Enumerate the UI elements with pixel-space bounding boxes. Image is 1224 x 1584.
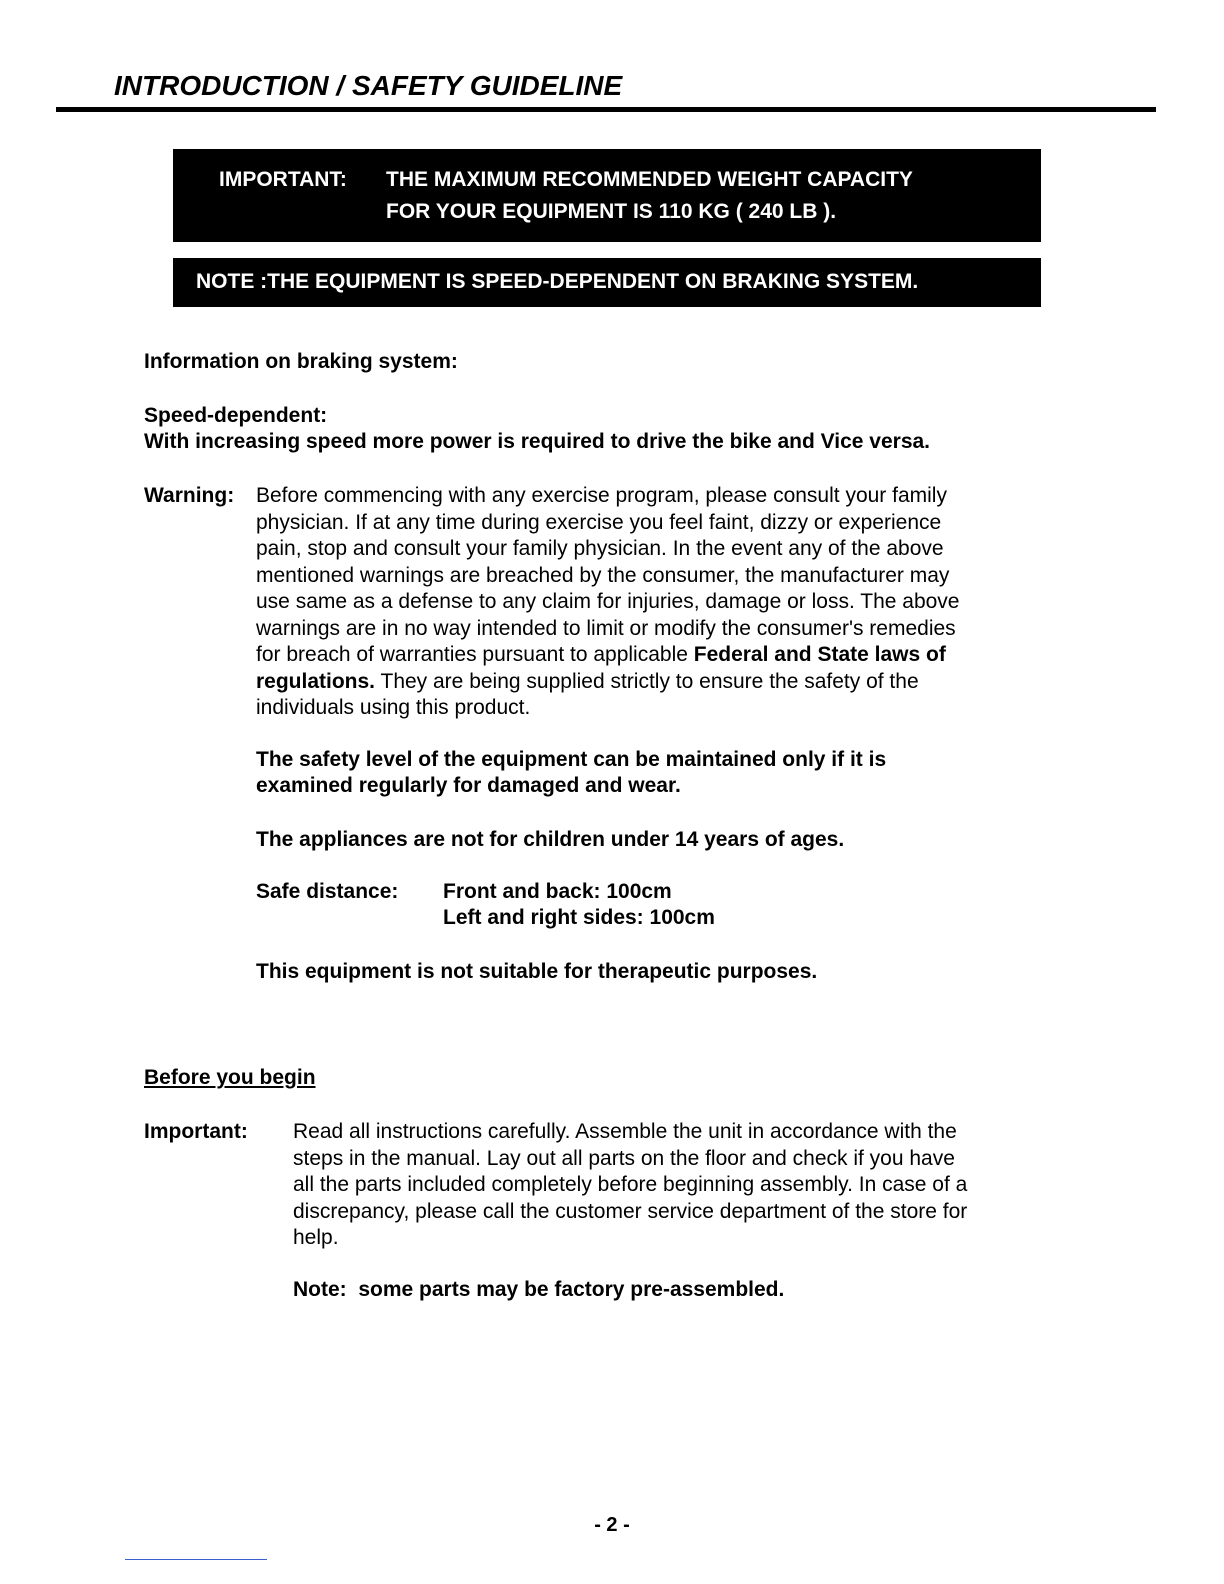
title-rule <box>56 107 1156 112</box>
braking-heading: Information on braking system: <box>144 350 458 373</box>
laws-emphasis: Federal and State laws of <box>693 643 946 666</box>
warning-line: individuals using this product. <box>256 696 531 719</box>
instruction-line: Read all instructions carefully. Assemble the unit in accordance with the <box>293 1120 957 1143</box>
page-number: - 2 - <box>594 1514 630 1536</box>
important-label-2: Important: <box>144 1120 248 1143</box>
therapeutic-notice: This equipment is not suitable for therapeutic purposes. <box>256 960 818 983</box>
warning-line: pain, stop and consult your family physician. In the event any of the above <box>256 537 944 560</box>
regulations-emphasis: regulations. <box>256 669 376 693</box>
warning-line-text: They are being supplied strictly to ensure the safety of the <box>375 669 919 693</box>
safe-distance-sides: Left and right sides: 100cm <box>443 906 715 929</box>
warning-line: physician. If at any time during exercise you feel faint, dizzy or experience <box>256 510 942 534</box>
note-box <box>173 258 1041 307</box>
warning-text <box>256 483 960 722</box>
pre-assembled-note: Note: some parts may be factory pre-assembled. <box>293 1278 785 1301</box>
warning-line: use same as a defense to any claim for injuries, damage or loss. The above <box>256 590 960 613</box>
instruction-line: steps in the manual. Lay out all parts on the floor and check if you have <box>293 1146 955 1170</box>
warning-line: Before commencing with any exercise program, please consult your family <box>256 484 947 507</box>
warning-label: Warning: <box>144 484 235 507</box>
footer-rule <box>125 1559 267 1560</box>
important-label: IMPORTANT: <box>219 168 347 191</box>
weight-capacity-line-2: FOR YOUR EQUIPMENT IS 110 KG ( 240 LB ). <box>386 200 837 223</box>
instruction-line: help. <box>293 1226 339 1249</box>
children-notice: The appliances are not for children under 14 years of ages. <box>256 828 845 851</box>
important-box <box>173 149 1041 242</box>
safety-level-line-1: The safety level of the equipment can be maintained only if it is <box>256 748 887 771</box>
speed-dependent-description: With increasing speed more power is required to drive the bike and Vice versa. <box>144 430 931 453</box>
warning-line <box>256 642 960 669</box>
warning-line: warnings are in no way intended to limit or modify the consumer's remedies <box>256 616 956 640</box>
page-title: INTRODUCTION / SAFETY GUIDELINE <box>114 70 623 101</box>
instruction-line: discrepancy, please call the customer service department of the store for <box>293 1199 968 1223</box>
instruction-line: all the parts included completely before beginning assembly. In case of a <box>293 1173 968 1196</box>
warning-line: mentioned warnings are breached by the consumer, the manufacturer may <box>256 563 950 587</box>
warning-line-text: for breach of warranties pursuant to applicable <box>256 643 694 666</box>
before-you-begin-heading: Before you begin <box>144 1066 316 1089</box>
warning-line <box>256 669 960 696</box>
weight-capacity-line-1: THE MAXIMUM RECOMMENDED WEIGHT CAPACITY <box>386 168 913 191</box>
braking-note: NOTE :THE EQUIPMENT IS SPEED-DEPENDENT ON BRAKING SYSTEM. <box>196 270 919 293</box>
safety-level-line-2: examined regularly for damaged and wear. <box>256 774 681 797</box>
safe-distance-label: Safe distance: <box>256 880 399 903</box>
speed-dependent-heading: Speed-dependent: <box>144 404 328 427</box>
before-you-begin-text <box>293 1119 967 1252</box>
safe-distance-front-back: Front and back: 100cm <box>443 880 672 903</box>
